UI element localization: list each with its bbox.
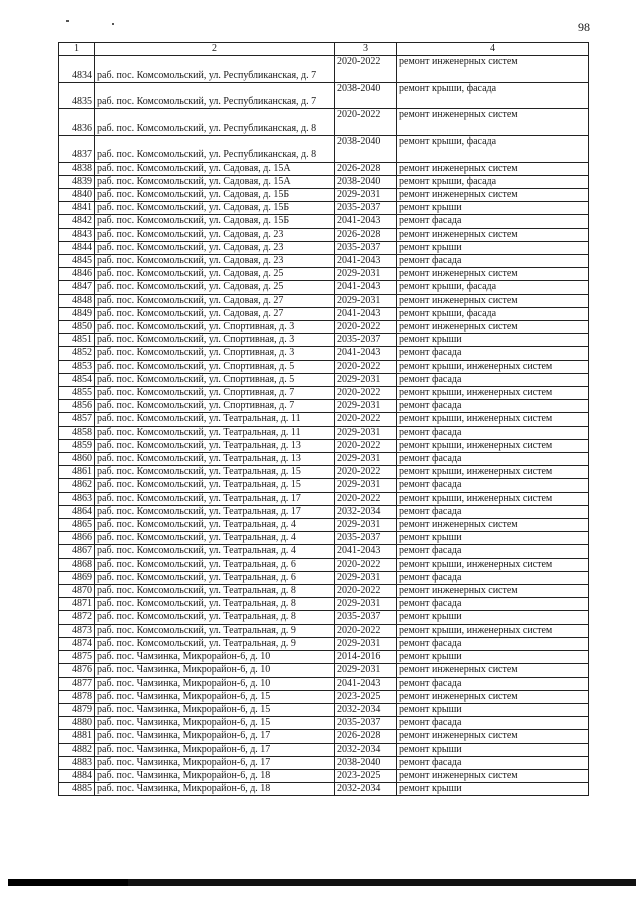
row-address: раб. пос. Комсомольский, ул. Садовая, д. 23 bbox=[95, 241, 335, 254]
row-work-type: ремонт инженерных систем bbox=[397, 690, 589, 703]
row-number: 4859 bbox=[59, 439, 95, 452]
row-number: 4851 bbox=[59, 334, 95, 347]
table-row bbox=[59, 400, 589, 413]
row-number: 4883 bbox=[59, 756, 95, 769]
row-address: раб. пос. Комсомольский, ул. Театральная, д. 17 bbox=[95, 492, 335, 505]
table-row bbox=[59, 162, 589, 175]
row-years: 2029-2031 bbox=[335, 373, 397, 386]
row-work-type: ремонт инженерных систем bbox=[397, 321, 589, 334]
row-address: раб. пос. Комсомольский, ул. Театральная, д. 13 bbox=[95, 439, 335, 452]
row-work-type: ремонт крыши bbox=[397, 532, 589, 545]
row-number: 4834 bbox=[59, 56, 95, 83]
row-address: раб. пос. Комсомольский, ул. Республиканская, д. 8 bbox=[95, 135, 335, 162]
row-address: раб. пос. Комсомольский, ул. Театральная, д. 4 bbox=[95, 519, 335, 532]
row-work-type: ремонт инженерных систем bbox=[397, 162, 589, 175]
row-years: 2029-2031 bbox=[335, 479, 397, 492]
row-years: 2035-2037 bbox=[335, 717, 397, 730]
row-years: 2038-2040 bbox=[335, 135, 397, 162]
row-address: раб. пос. Комсомольский, ул. Театральная, д. 4 bbox=[95, 532, 335, 545]
table-row bbox=[59, 532, 589, 545]
scan-speck bbox=[66, 20, 69, 22]
row-number: 4870 bbox=[59, 585, 95, 598]
row-number: 4850 bbox=[59, 321, 95, 334]
table-row bbox=[59, 637, 589, 650]
row-address: раб. пос. Комсомольский, ул. Театральная, д. 8 bbox=[95, 611, 335, 624]
page-number: 98 bbox=[578, 20, 590, 34]
table-row bbox=[59, 321, 589, 334]
row-work-type: ремонт крыши, инженерных систем bbox=[397, 558, 589, 571]
row-number: 4855 bbox=[59, 387, 95, 400]
row-address: раб. пос. Комсомольский, ул. Спортивная, д. 5 bbox=[95, 360, 335, 373]
row-number: 4875 bbox=[59, 651, 95, 664]
row-work-type: ремонт фасада bbox=[397, 637, 589, 650]
row-years: 2014-2016 bbox=[335, 651, 397, 664]
row-years: 2020-2022 bbox=[335, 321, 397, 334]
table-row bbox=[59, 624, 589, 637]
row-address: раб. пос. Чамзинка, Микрорайон-6, д. 15 bbox=[95, 717, 335, 730]
scan-footer-bar-shadow bbox=[8, 879, 128, 886]
row-work-type: ремонт инженерных систем bbox=[397, 109, 589, 136]
header-row bbox=[59, 43, 589, 56]
row-number: 4861 bbox=[59, 466, 95, 479]
row-work-type: ремонт фасада bbox=[397, 571, 589, 584]
row-address: раб. пос. Чамзинка, Микрорайон-6, д. 15 bbox=[95, 703, 335, 716]
row-address: раб. пос. Комсомольский, ул. Республиканская, д. 8 bbox=[95, 109, 335, 136]
row-number: 4841 bbox=[59, 202, 95, 215]
row-years: 2029-2031 bbox=[335, 294, 397, 307]
row-years: 2020-2022 bbox=[335, 109, 397, 136]
row-address: раб. пос. Чамзинка, Микрорайон-6, д. 18 bbox=[95, 769, 335, 782]
row-address: раб. пос. Чамзинка, Микрорайон-6, д. 10 bbox=[95, 664, 335, 677]
row-work-type: ремонт фасада bbox=[397, 505, 589, 518]
row-address: раб. пос. Чамзинка, Микрорайон-6, д. 17 bbox=[95, 743, 335, 756]
row-address: раб. пос. Комсомольский, ул. Республиканская, д. 7 bbox=[95, 82, 335, 109]
row-years: 2020-2022 bbox=[335, 558, 397, 571]
row-work-type: ремонт инженерных систем bbox=[397, 294, 589, 307]
row-work-type: ремонт фасада bbox=[397, 426, 589, 439]
row-address: раб. пос. Чамзинка, Микрорайон-6, д. 10 bbox=[95, 677, 335, 690]
column-header-number: 1 bbox=[59, 43, 95, 56]
row-address: раб. пос. Чамзинка, Микрорайон-6, д. 17 bbox=[95, 756, 335, 769]
table-row bbox=[59, 347, 589, 360]
row-address: раб. пос. Комсомольский, ул. Садовая, д. 15А bbox=[95, 162, 335, 175]
row-address: раб. пос. Комсомольский, ул. Театральная, д. 9 bbox=[95, 624, 335, 637]
table-row bbox=[59, 228, 589, 241]
row-address: раб. пос. Комсомольский, ул. Садовая, д. 23 bbox=[95, 255, 335, 268]
table-row bbox=[59, 215, 589, 228]
table-row bbox=[59, 56, 589, 83]
row-years: 2020-2022 bbox=[335, 466, 397, 479]
row-number: 4856 bbox=[59, 400, 95, 413]
row-number: 4852 bbox=[59, 347, 95, 360]
row-work-type: ремонт крыши bbox=[397, 241, 589, 254]
table-row bbox=[59, 743, 589, 756]
row-years: 2020-2022 bbox=[335, 56, 397, 83]
row-number: 4880 bbox=[59, 717, 95, 730]
row-years: 2029-2031 bbox=[335, 453, 397, 466]
row-years: 2038-2040 bbox=[335, 82, 397, 109]
row-number: 4846 bbox=[59, 268, 95, 281]
row-work-type: ремонт крыши bbox=[397, 743, 589, 756]
row-number: 4843 bbox=[59, 228, 95, 241]
table-row bbox=[59, 571, 589, 584]
row-number: 4853 bbox=[59, 360, 95, 373]
row-years: 2041-2043 bbox=[335, 307, 397, 320]
row-years: 2041-2043 bbox=[335, 347, 397, 360]
row-number: 4872 bbox=[59, 611, 95, 624]
row-work-type: ремонт фасада bbox=[397, 756, 589, 769]
row-address: раб. пос. Комсомольский, ул. Спортивная, д. 3 bbox=[95, 321, 335, 334]
row-address: раб. пос. Комсомольский, ул. Театральная, д. 6 bbox=[95, 571, 335, 584]
row-work-type: ремонт крыши, инженерных систем bbox=[397, 387, 589, 400]
row-address: раб. пос. Чамзинка, Микрорайон-6, д. 17 bbox=[95, 730, 335, 743]
row-number: 4878 bbox=[59, 690, 95, 703]
repair-schedule-table bbox=[58, 42, 589, 796]
row-address: раб. пос. Комсомольский, ул. Театральная, д. 11 bbox=[95, 413, 335, 426]
row-work-type: ремонт крыши bbox=[397, 611, 589, 624]
column-header-address: 2 bbox=[95, 43, 335, 56]
table-row bbox=[59, 334, 589, 347]
row-address: раб. пос. Комсомольский, ул. Садовая, д. 25 bbox=[95, 281, 335, 294]
row-number: 4839 bbox=[59, 175, 95, 188]
row-address: раб. пос. Комсомольский, ул. Театральная, д. 15 bbox=[95, 466, 335, 479]
row-address: раб. пос. Комсомольский, ул. Садовая, д. 25 bbox=[95, 268, 335, 281]
row-number: 4885 bbox=[59, 783, 95, 796]
row-number: 4847 bbox=[59, 281, 95, 294]
row-work-type: ремонт крыши, фасада bbox=[397, 82, 589, 109]
row-years: 2029-2031 bbox=[335, 571, 397, 584]
table-row bbox=[59, 690, 589, 703]
row-address: раб. пос. Комсомольский, ул. Театральная, д. 13 bbox=[95, 453, 335, 466]
row-number: 4869 bbox=[59, 571, 95, 584]
table-row bbox=[59, 135, 589, 162]
row-number: 4879 bbox=[59, 703, 95, 716]
row-work-type: ремонт крыши bbox=[397, 334, 589, 347]
row-address: раб. пос. Комсомольский, ул. Спортивная, д. 5 bbox=[95, 373, 335, 386]
row-years: 2020-2022 bbox=[335, 413, 397, 426]
row-number: 4865 bbox=[59, 519, 95, 532]
row-number: 4840 bbox=[59, 188, 95, 201]
row-number: 4874 bbox=[59, 637, 95, 650]
table-row bbox=[59, 651, 589, 664]
row-work-type: ремонт фасада bbox=[397, 400, 589, 413]
table-row bbox=[59, 294, 589, 307]
row-address: раб. пос. Комсомольский, ул. Садовая, д. 27 bbox=[95, 307, 335, 320]
table-row bbox=[59, 558, 589, 571]
row-work-type: ремонт инженерных систем bbox=[397, 228, 589, 241]
row-work-type: ремонт крыши bbox=[397, 202, 589, 215]
row-number: 4837 bbox=[59, 135, 95, 162]
row-number: 4877 bbox=[59, 677, 95, 690]
table-row bbox=[59, 492, 589, 505]
row-number: 4836 bbox=[59, 109, 95, 136]
row-number: 4835 bbox=[59, 82, 95, 109]
row-address: раб. пос. Комсомольский, ул. Садовая, д. 15Б bbox=[95, 202, 335, 215]
row-work-type: ремонт крыши, фасада bbox=[397, 281, 589, 294]
table-row bbox=[59, 730, 589, 743]
row-work-type: ремонт инженерных систем bbox=[397, 585, 589, 598]
row-years: 2029-2031 bbox=[335, 664, 397, 677]
row-years: 2029-2031 bbox=[335, 400, 397, 413]
table-row bbox=[59, 360, 589, 373]
row-work-type: ремонт инженерных систем bbox=[397, 56, 589, 83]
table-row bbox=[59, 387, 589, 400]
table-row bbox=[59, 717, 589, 730]
row-years: 2032-2034 bbox=[335, 743, 397, 756]
row-work-type: ремонт крыши, фасада bbox=[397, 175, 589, 188]
table-row bbox=[59, 598, 589, 611]
row-number: 4871 bbox=[59, 598, 95, 611]
table-row bbox=[59, 756, 589, 769]
row-number: 4838 bbox=[59, 162, 95, 175]
row-number: 4849 bbox=[59, 307, 95, 320]
row-years: 2041-2043 bbox=[335, 545, 397, 558]
row-work-type: ремонт фасада bbox=[397, 347, 589, 360]
row-address: раб. пос. Чамзинка, Микрорайон-6, д. 18 bbox=[95, 783, 335, 796]
row-address: раб. пос. Чамзинка, Микрорайон-6, д. 15 bbox=[95, 690, 335, 703]
row-address: раб. пос. Чамзинка, Микрорайон-6, д. 10 bbox=[95, 651, 335, 664]
table-row bbox=[59, 109, 589, 136]
row-work-type: ремонт фасада bbox=[397, 215, 589, 228]
row-work-type: ремонт фасада bbox=[397, 373, 589, 386]
row-number: 4868 bbox=[59, 558, 95, 571]
row-years: 2035-2037 bbox=[335, 241, 397, 254]
row-number: 4876 bbox=[59, 664, 95, 677]
row-work-type: ремонт крыши, фасада bbox=[397, 135, 589, 162]
table-row bbox=[59, 255, 589, 268]
row-address: раб. пос. Комсомольский, ул. Театральная, д. 8 bbox=[95, 585, 335, 598]
row-address: раб. пос. Комсомольский, ул. Садовая, д. 15А bbox=[95, 175, 335, 188]
row-work-type: ремонт крыши, инженерных систем bbox=[397, 413, 589, 426]
table-row bbox=[59, 453, 589, 466]
row-address: раб. пос. Комсомольский, ул. Театральная, д. 8 bbox=[95, 598, 335, 611]
row-years: 2020-2022 bbox=[335, 585, 397, 598]
table-row bbox=[59, 466, 589, 479]
row-years: 2035-2037 bbox=[335, 611, 397, 624]
row-years: 2041-2043 bbox=[335, 281, 397, 294]
table-row bbox=[59, 241, 589, 254]
column-header-years: 3 bbox=[335, 43, 397, 56]
row-number: 4881 bbox=[59, 730, 95, 743]
row-number: 4866 bbox=[59, 532, 95, 545]
row-work-type: ремонт инженерных систем bbox=[397, 188, 589, 201]
row-work-type: ремонт фасада bbox=[397, 255, 589, 268]
table-row bbox=[59, 268, 589, 281]
row-work-type: ремонт фасада bbox=[397, 545, 589, 558]
row-work-type: ремонт фасада bbox=[397, 598, 589, 611]
row-number: 4848 bbox=[59, 294, 95, 307]
table-row bbox=[59, 664, 589, 677]
row-years: 2020-2022 bbox=[335, 624, 397, 637]
row-address: раб. пос. Комсомольский, ул. Республиканская, д. 7 bbox=[95, 56, 335, 83]
row-years: 2023-2025 bbox=[335, 690, 397, 703]
row-address: раб. пос. Комсомольский, ул. Садовая, д. 15Б bbox=[95, 215, 335, 228]
row-years: 2029-2031 bbox=[335, 268, 397, 281]
row-years: 2032-2034 bbox=[335, 783, 397, 796]
row-years: 2020-2022 bbox=[335, 387, 397, 400]
row-number: 4867 bbox=[59, 545, 95, 558]
table-row bbox=[59, 82, 589, 109]
row-work-type: ремонт фасада bbox=[397, 717, 589, 730]
row-years: 2020-2022 bbox=[335, 439, 397, 452]
row-work-type: ремонт крыши, инженерных систем bbox=[397, 360, 589, 373]
table-body bbox=[59, 56, 589, 796]
table-row bbox=[59, 426, 589, 439]
table-row bbox=[59, 545, 589, 558]
row-address: раб. пос. Комсомольский, ул. Театральная, д. 4 bbox=[95, 545, 335, 558]
table-row bbox=[59, 202, 589, 215]
row-work-type: ремонт инженерных систем bbox=[397, 268, 589, 281]
row-work-type: ремонт крыши bbox=[397, 783, 589, 796]
row-years: 2026-2028 bbox=[335, 162, 397, 175]
row-address: раб. пос. Комсомольский, ул. Садовая, д. 23 bbox=[95, 228, 335, 241]
row-address: раб. пос. Комсомольский, ул. Театральная, д. 15 bbox=[95, 479, 335, 492]
row-work-type: ремонт инженерных систем bbox=[397, 769, 589, 782]
row-work-type: ремонт крыши, инженерных систем bbox=[397, 466, 589, 479]
row-years: 2029-2031 bbox=[335, 519, 397, 532]
row-address: раб. пос. Комсомольский, ул. Театральная, д. 11 bbox=[95, 426, 335, 439]
table-row bbox=[59, 373, 589, 386]
table-row bbox=[59, 519, 589, 532]
table-row bbox=[59, 281, 589, 294]
row-years: 2032-2034 bbox=[335, 505, 397, 518]
row-years: 2041-2043 bbox=[335, 677, 397, 690]
column-header-work-type: 4 bbox=[397, 43, 589, 56]
row-work-type: ремонт крыши bbox=[397, 703, 589, 716]
row-years: 2026-2028 bbox=[335, 228, 397, 241]
row-work-type: ремонт инженерных систем bbox=[397, 730, 589, 743]
row-work-type: ремонт крыши bbox=[397, 651, 589, 664]
table-row bbox=[59, 188, 589, 201]
row-work-type: ремонт фасада bbox=[397, 453, 589, 466]
table-row bbox=[59, 585, 589, 598]
table-row bbox=[59, 307, 589, 320]
row-years: 2038-2040 bbox=[335, 175, 397, 188]
table-row bbox=[59, 611, 589, 624]
row-address: раб. пос. Комсомольский, ул. Спортивная, д. 7 bbox=[95, 400, 335, 413]
row-address: раб. пос. Комсомольский, ул. Спортивная, д. 3 bbox=[95, 347, 335, 360]
row-number: 4845 bbox=[59, 255, 95, 268]
table-row bbox=[59, 769, 589, 782]
row-number: 4860 bbox=[59, 453, 95, 466]
row-address: раб. пос. Комсомольский, ул. Спортивная, д. 3 bbox=[95, 334, 335, 347]
row-work-type: ремонт фасада bbox=[397, 677, 589, 690]
row-number: 4864 bbox=[59, 505, 95, 518]
row-address: раб. пос. Комсомольский, ул. Садовая, д. 27 bbox=[95, 294, 335, 307]
row-work-type: ремонт крыши, инженерных систем bbox=[397, 624, 589, 637]
row-number: 4884 bbox=[59, 769, 95, 782]
row-work-type: ремонт крыши, фасада bbox=[397, 307, 589, 320]
table-row bbox=[59, 703, 589, 716]
row-years: 2035-2037 bbox=[335, 334, 397, 347]
row-years: 2041-2043 bbox=[335, 215, 397, 228]
row-address: раб. пос. Комсомольский, ул. Садовая, д. 15Б bbox=[95, 188, 335, 201]
row-years: 2026-2028 bbox=[335, 730, 397, 743]
table-row bbox=[59, 439, 589, 452]
row-work-type: ремонт крыши, инженерных систем bbox=[397, 492, 589, 505]
row-address: раб. пос. Комсомольский, ул. Спортивная, д. 7 bbox=[95, 387, 335, 400]
row-years: 2029-2031 bbox=[335, 188, 397, 201]
row-years: 2038-2040 bbox=[335, 756, 397, 769]
table-row bbox=[59, 479, 589, 492]
row-years: 2032-2034 bbox=[335, 703, 397, 716]
row-number: 4844 bbox=[59, 241, 95, 254]
row-work-type: ремонт инженерных систем bbox=[397, 519, 589, 532]
row-number: 4857 bbox=[59, 413, 95, 426]
row-number: 4858 bbox=[59, 426, 95, 439]
row-number: 4862 bbox=[59, 479, 95, 492]
row-number: 4863 bbox=[59, 492, 95, 505]
table-row bbox=[59, 783, 589, 796]
scan-speck bbox=[112, 23, 114, 25]
row-years: 2020-2022 bbox=[335, 360, 397, 373]
row-years: 2029-2031 bbox=[335, 598, 397, 611]
row-years: 2041-2043 bbox=[335, 255, 397, 268]
table-row bbox=[59, 505, 589, 518]
row-years: 2020-2022 bbox=[335, 492, 397, 505]
row-address: раб. пос. Комсомольский, ул. Театральная, д. 17 bbox=[95, 505, 335, 518]
row-number: 4854 bbox=[59, 373, 95, 386]
row-years: 2029-2031 bbox=[335, 426, 397, 439]
table-row bbox=[59, 677, 589, 690]
row-years: 2035-2037 bbox=[335, 202, 397, 215]
row-number: 4882 bbox=[59, 743, 95, 756]
table-row bbox=[59, 413, 589, 426]
row-number: 4842 bbox=[59, 215, 95, 228]
row-work-type: ремонт крыши, инженерных систем bbox=[397, 439, 589, 452]
row-work-type: ремонт инженерных систем bbox=[397, 664, 589, 677]
row-years: 2029-2031 bbox=[335, 637, 397, 650]
row-work-type: ремонт фасада bbox=[397, 479, 589, 492]
table-row bbox=[59, 175, 589, 188]
row-number: 4873 bbox=[59, 624, 95, 637]
row-years: 2023-2025 bbox=[335, 769, 397, 782]
row-address: раб. пос. Комсомольский, ул. Театральная, д. 6 bbox=[95, 558, 335, 571]
row-address: раб. пос. Комсомольский, ул. Театральная, д. 9 bbox=[95, 637, 335, 650]
row-years: 2035-2037 bbox=[335, 532, 397, 545]
